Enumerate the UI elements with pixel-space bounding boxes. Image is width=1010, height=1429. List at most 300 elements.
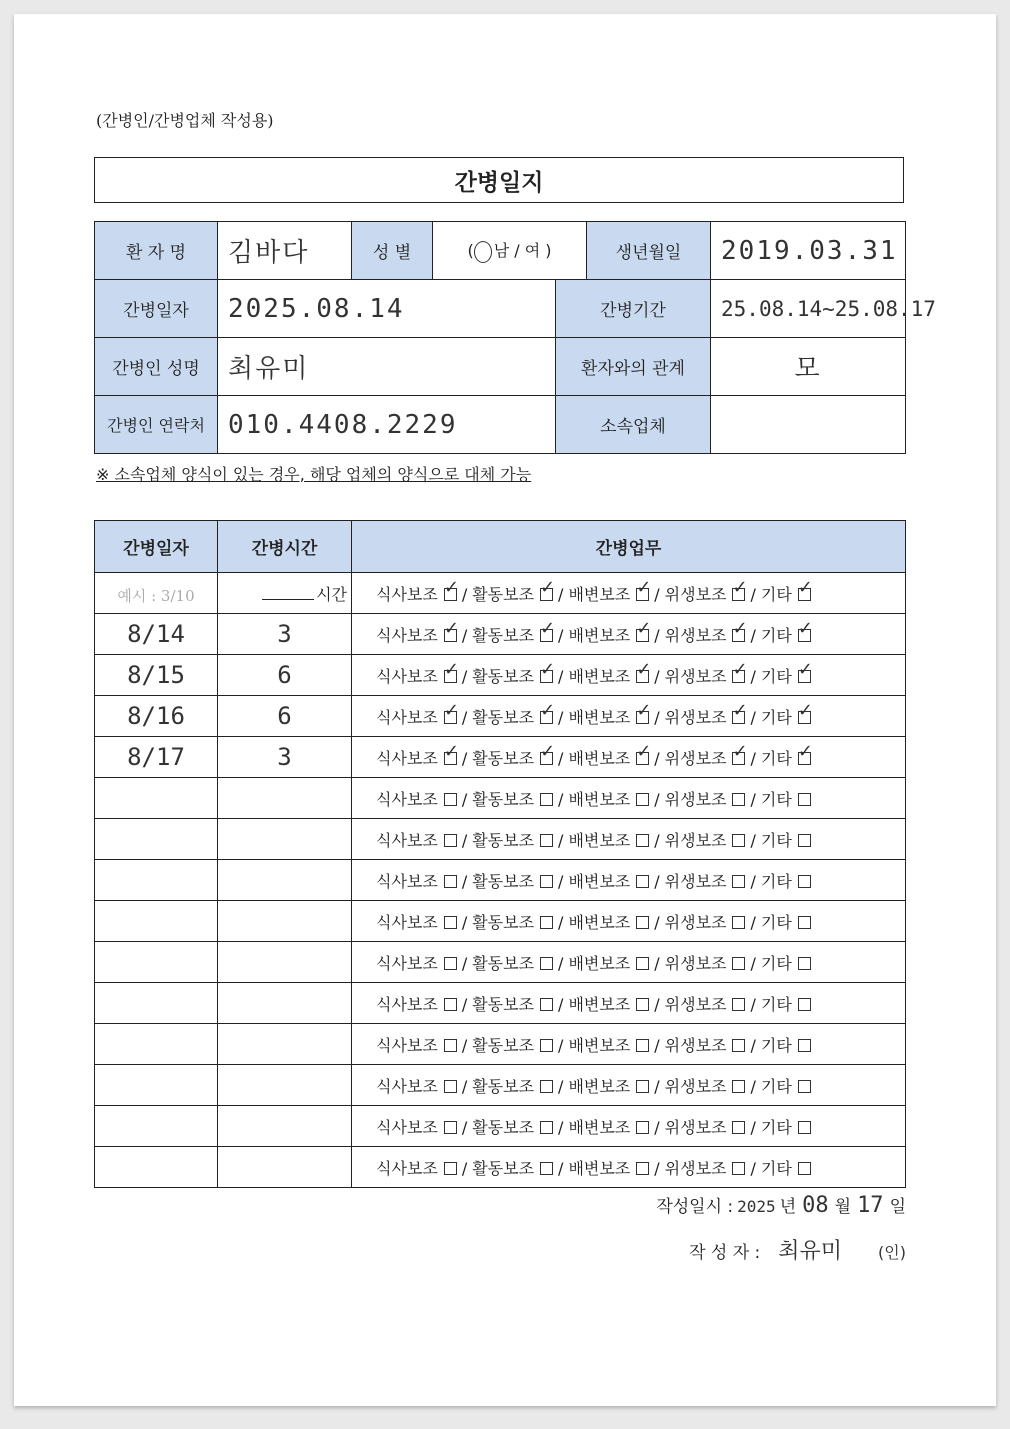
checkbox[interactable] bbox=[444, 998, 457, 1011]
care-hours-cell[interactable] bbox=[218, 942, 352, 983]
checked-checkbox[interactable] bbox=[732, 711, 745, 724]
duty-option[interactable] bbox=[376, 992, 457, 1015]
birthdate-label: 생년월일 bbox=[587, 222, 711, 280]
duty-option[interactable] bbox=[761, 746, 811, 769]
table-row bbox=[95, 573, 906, 614]
care-hours-cell[interactable] bbox=[218, 983, 352, 1024]
care-date-cell[interactable] bbox=[95, 1065, 218, 1106]
checked-checkbox[interactable] bbox=[732, 670, 745, 683]
patient-name-label: 환 자 명 bbox=[95, 222, 218, 280]
duty-label: 위생보조 bbox=[664, 789, 727, 809]
care-date-cell[interactable]: 8/15 bbox=[95, 655, 218, 696]
header-care-hours: 간병시간 bbox=[218, 521, 352, 573]
agency-value[interactable] bbox=[711, 396, 906, 454]
duty-option[interactable] bbox=[761, 951, 811, 974]
duties-cell bbox=[352, 901, 906, 942]
duty-label: 식사보조 bbox=[376, 1158, 438, 1178]
duty-option[interactable] bbox=[665, 664, 746, 687]
separator: / bbox=[558, 994, 564, 1014]
checked-checkbox[interactable] bbox=[636, 670, 649, 683]
duty-label: 식사보조 bbox=[376, 625, 438, 645]
duty-option[interactable] bbox=[376, 1074, 457, 1097]
checked-checkbox[interactable] bbox=[798, 670, 811, 683]
separator: / bbox=[654, 707, 660, 727]
checkbox[interactable] bbox=[636, 1162, 649, 1175]
duty-option[interactable] bbox=[761, 828, 811, 851]
duty-label: 식사보조 bbox=[376, 707, 438, 727]
duty-label: 활동보조 bbox=[472, 789, 535, 809]
duty-option[interactable] bbox=[376, 869, 457, 892]
separator: / bbox=[654, 625, 660, 645]
separator: / bbox=[654, 1035, 660, 1055]
checkbox[interactable] bbox=[444, 1162, 457, 1175]
duty-option[interactable] bbox=[665, 869, 746, 892]
separator: / bbox=[461, 666, 468, 686]
care-date-cell[interactable] bbox=[95, 1024, 218, 1065]
duty-option[interactable] bbox=[472, 664, 553, 687]
separator: / bbox=[654, 584, 660, 604]
checkbox[interactable] bbox=[540, 1162, 553, 1175]
checkbox[interactable] bbox=[540, 875, 553, 888]
separator: / bbox=[461, 994, 468, 1014]
care-log-table bbox=[94, 520, 906, 1188]
duty-option[interactable] bbox=[568, 705, 649, 728]
duty-option[interactable] bbox=[761, 1156, 811, 1179]
checkbox[interactable] bbox=[636, 998, 649, 1011]
duty-option[interactable] bbox=[568, 1156, 649, 1179]
duty-option[interactable] bbox=[568, 1033, 649, 1056]
checked-checkbox[interactable] bbox=[732, 752, 745, 765]
separator: / bbox=[558, 584, 564, 604]
author-value[interactable]: 최유미 bbox=[778, 1239, 843, 1264]
duty-option[interactable] bbox=[472, 1033, 553, 1056]
example-time-cell bbox=[218, 573, 352, 614]
checked-checkbox[interactable] bbox=[636, 711, 649, 724]
duty-option[interactable] bbox=[376, 582, 457, 605]
duty-label: 기타 bbox=[760, 994, 792, 1014]
duty-option[interactable] bbox=[665, 951, 746, 974]
separator: / bbox=[558, 666, 564, 686]
care-hours-cell[interactable] bbox=[218, 901, 352, 942]
checkbox[interactable] bbox=[636, 834, 649, 847]
checkbox[interactable] bbox=[732, 1162, 745, 1175]
checked-checkbox[interactable] bbox=[540, 629, 553, 642]
table-row bbox=[95, 1024, 906, 1065]
duty-label: 활동보조 bbox=[472, 584, 535, 604]
separator: / bbox=[461, 1035, 468, 1055]
checkbox[interactable] bbox=[636, 1121, 649, 1134]
checked-checkbox[interactable] bbox=[540, 752, 553, 765]
duty-option[interactable] bbox=[376, 664, 457, 687]
duty-label: 활동보조 bbox=[472, 1117, 535, 1137]
duty-option[interactable] bbox=[568, 787, 649, 810]
duty-option[interactable] bbox=[665, 1115, 746, 1138]
duty-option[interactable] bbox=[761, 1115, 811, 1138]
duty-label: 활동보조 bbox=[472, 1076, 535, 1096]
duty-label: 식사보조 bbox=[376, 912, 438, 932]
separator: / bbox=[654, 912, 660, 932]
duty-option[interactable] bbox=[665, 828, 746, 851]
checkbox[interactable] bbox=[444, 875, 457, 888]
separator: / bbox=[750, 830, 756, 850]
care-hours-cell[interactable]: 6 bbox=[218, 655, 352, 696]
separator: / bbox=[654, 748, 660, 768]
duty-label: 배변보조 bbox=[568, 666, 631, 686]
duty-option[interactable] bbox=[472, 1156, 553, 1179]
checkbox[interactable] bbox=[540, 957, 553, 970]
care-date-cell[interactable] bbox=[95, 983, 218, 1024]
duty-option[interactable] bbox=[761, 787, 811, 810]
care-hours-cell[interactable] bbox=[218, 860, 352, 901]
checkbox[interactable] bbox=[636, 957, 649, 970]
checkbox[interactable] bbox=[798, 1162, 811, 1175]
checkbox[interactable] bbox=[798, 1121, 811, 1134]
checkbox[interactable] bbox=[732, 875, 745, 888]
author-label: 작 성 자 : bbox=[689, 1243, 761, 1263]
duty-label: 기타 bbox=[760, 584, 792, 604]
checked-checkbox[interactable] bbox=[636, 752, 649, 765]
care-date-cell[interactable] bbox=[95, 1106, 218, 1147]
duty-option[interactable] bbox=[568, 746, 649, 769]
form-note: ※ 소속업체 양식이 있는 경우, 해당 업체의 양식으로 대체 가능 bbox=[96, 465, 532, 484]
gender-selector[interactable]: ( 남 / 여 ) bbox=[433, 222, 587, 280]
care-date-cell[interactable] bbox=[95, 778, 218, 819]
duty-label: 활동보조 bbox=[472, 707, 535, 727]
duty-option[interactable] bbox=[472, 1074, 553, 1097]
duty-option[interactable] bbox=[761, 664, 811, 687]
care-hours-cell[interactable] bbox=[218, 1147, 352, 1188]
separator: / bbox=[461, 789, 468, 809]
gender-male-option[interactable]: 남 bbox=[493, 241, 510, 261]
separator: / bbox=[750, 625, 756, 645]
care-hours-cell[interactable] bbox=[218, 1106, 352, 1147]
checkbox[interactable] bbox=[636, 875, 649, 888]
duties-cell bbox=[352, 860, 906, 901]
checkbox[interactable] bbox=[540, 998, 553, 1011]
duty-option[interactable] bbox=[665, 787, 746, 810]
duty-label: 배변보조 bbox=[568, 789, 631, 809]
checkbox[interactable] bbox=[540, 1121, 553, 1134]
checkbox[interactable] bbox=[732, 1039, 745, 1052]
care-hours-cell[interactable] bbox=[218, 778, 352, 819]
duty-option[interactable] bbox=[472, 828, 553, 851]
care-hours-cell[interactable] bbox=[218, 1024, 352, 1065]
duty-option[interactable] bbox=[761, 1074, 811, 1097]
example-date-text: 예시 : 3/10 bbox=[117, 587, 195, 605]
form-subtitle: (간병인/간병업체 작성용) bbox=[96, 111, 274, 130]
care-hours-cell[interactable]: 3 bbox=[218, 737, 352, 778]
duty-option[interactable] bbox=[568, 623, 649, 646]
checkbox[interactable] bbox=[636, 916, 649, 929]
duty-option[interactable] bbox=[376, 910, 457, 933]
checkbox[interactable] bbox=[732, 1121, 745, 1134]
care-hours-cell[interactable]: 6 bbox=[218, 696, 352, 737]
duty-option[interactable] bbox=[568, 869, 649, 892]
checkbox[interactable] bbox=[444, 1039, 457, 1052]
checked-checkbox[interactable] bbox=[540, 670, 553, 683]
duty-option[interactable] bbox=[761, 992, 811, 1015]
duty-option[interactable] bbox=[665, 623, 746, 646]
duty-option[interactable] bbox=[665, 705, 746, 728]
relation-value[interactable]: 모 bbox=[711, 338, 906, 396]
duty-option[interactable] bbox=[761, 910, 811, 933]
gender-female-option[interactable]: 여 bbox=[524, 241, 541, 261]
separator: / bbox=[654, 994, 660, 1014]
care-hours-cell[interactable] bbox=[218, 819, 352, 860]
separator: / bbox=[558, 1158, 564, 1178]
table-row bbox=[95, 655, 906, 696]
separator: / bbox=[558, 625, 564, 645]
checkbox[interactable] bbox=[798, 834, 811, 847]
checkbox[interactable] bbox=[798, 916, 811, 929]
checked-checkbox[interactable] bbox=[732, 588, 745, 601]
checked-checkbox[interactable] bbox=[444, 670, 457, 683]
separator: / bbox=[558, 830, 564, 850]
duties-cell bbox=[352, 737, 906, 778]
duty-label: 배변보조 bbox=[568, 1076, 631, 1096]
separator: / bbox=[558, 1076, 564, 1096]
care-hours-cell[interactable] bbox=[218, 1065, 352, 1106]
duties-cell bbox=[352, 1024, 906, 1065]
separator: / bbox=[654, 871, 660, 891]
duty-option[interactable] bbox=[665, 910, 746, 933]
checked-checkbox[interactable] bbox=[798, 752, 811, 765]
checkbox[interactable] bbox=[540, 834, 553, 847]
caregiver-name-value[interactable]: 최유미 bbox=[218, 338, 556, 396]
care-date-cell[interactable] bbox=[95, 1147, 218, 1188]
checkbox[interactable] bbox=[732, 1080, 745, 1093]
duty-label: 배변보조 bbox=[568, 1035, 631, 1055]
care-period-value[interactable]: 25.08.14~25.08.17 bbox=[711, 280, 906, 338]
header-care-duties: 간병업무 bbox=[352, 521, 906, 573]
blank-line bbox=[262, 599, 314, 600]
separator: / bbox=[461, 1117, 468, 1137]
duty-option[interactable] bbox=[568, 992, 649, 1015]
duty-option[interactable] bbox=[376, 705, 457, 728]
duty-label: 기타 bbox=[760, 666, 792, 686]
checkbox[interactable] bbox=[798, 998, 811, 1011]
checked-checkbox[interactable] bbox=[798, 711, 811, 724]
duty-option[interactable] bbox=[472, 869, 553, 892]
duty-label: 배변보조 bbox=[568, 871, 631, 891]
duty-option[interactable] bbox=[568, 582, 649, 605]
checkbox[interactable] bbox=[798, 793, 811, 806]
duty-option[interactable] bbox=[376, 1033, 457, 1056]
written-year[interactable]: 2025 bbox=[737, 1197, 776, 1216]
duty-option[interactable] bbox=[665, 1074, 746, 1097]
separator: / bbox=[461, 830, 468, 850]
duty-label: 활동보조 bbox=[472, 830, 535, 850]
seal-mark[interactable]: (인) bbox=[878, 1243, 906, 1262]
duty-option[interactable] bbox=[376, 787, 457, 810]
checkbox[interactable] bbox=[540, 916, 553, 929]
separator: / bbox=[461, 871, 468, 891]
separator: / bbox=[654, 1076, 660, 1096]
duty-option[interactable] bbox=[472, 582, 553, 605]
checked-checkbox[interactable] bbox=[732, 629, 745, 642]
checkbox[interactable] bbox=[444, 957, 457, 970]
care-date-cell[interactable]: 8/16 bbox=[95, 696, 218, 737]
duty-option[interactable] bbox=[568, 951, 649, 974]
checkbox[interactable] bbox=[540, 1039, 553, 1052]
checkbox[interactable] bbox=[444, 1121, 457, 1134]
duty-option[interactable] bbox=[568, 1074, 649, 1097]
separator: / bbox=[558, 1117, 564, 1137]
checked-checkbox[interactable] bbox=[444, 588, 457, 601]
checkbox[interactable] bbox=[444, 834, 457, 847]
duty-option[interactable] bbox=[665, 746, 746, 769]
duty-option[interactable] bbox=[376, 623, 457, 646]
duty-option[interactable] bbox=[568, 828, 649, 851]
checkbox[interactable] bbox=[444, 916, 457, 929]
duty-option[interactable] bbox=[761, 623, 811, 646]
checkbox[interactable] bbox=[732, 998, 745, 1011]
separator: / bbox=[558, 953, 564, 973]
day-unit: 일 bbox=[889, 1197, 906, 1217]
checked-checkbox[interactable] bbox=[444, 752, 457, 765]
checked-checkbox[interactable] bbox=[798, 629, 811, 642]
checkbox[interactable] bbox=[540, 1080, 553, 1093]
checkbox[interactable] bbox=[798, 957, 811, 970]
care-date-value[interactable]: 2025.08.14 bbox=[218, 280, 556, 338]
duty-option[interactable] bbox=[472, 910, 553, 933]
table-row bbox=[95, 1147, 906, 1188]
separator: / bbox=[750, 707, 756, 727]
duty-option[interactable] bbox=[472, 746, 553, 769]
duties-cell bbox=[352, 983, 906, 1024]
checkbox[interactable] bbox=[732, 834, 745, 847]
duty-option[interactable] bbox=[761, 582, 811, 605]
checked-checkbox[interactable] bbox=[798, 588, 811, 601]
checkbox[interactable] bbox=[732, 916, 745, 929]
care-hours-cell[interactable]: 3 bbox=[218, 614, 352, 655]
checkbox[interactable] bbox=[732, 793, 745, 806]
duty-label: 위생보조 bbox=[664, 666, 727, 686]
checkbox[interactable] bbox=[444, 1080, 457, 1093]
gender-selected-mark bbox=[474, 241, 492, 263]
duty-option[interactable] bbox=[761, 1033, 811, 1056]
separator: / bbox=[461, 912, 468, 932]
duty-option[interactable] bbox=[472, 705, 553, 728]
checkbox[interactable] bbox=[636, 793, 649, 806]
checkbox[interactable] bbox=[540, 793, 553, 806]
duty-label: 배변보조 bbox=[568, 1158, 631, 1178]
duty-label: 식사보조 bbox=[376, 1117, 438, 1137]
duty-option[interactable] bbox=[665, 1033, 746, 1056]
duty-option[interactable] bbox=[665, 582, 746, 605]
care-date-cell[interactable] bbox=[95, 819, 218, 860]
care-date-cell[interactable]: 8/14 bbox=[95, 614, 218, 655]
separator: / bbox=[750, 1158, 756, 1178]
care-date-cell[interactable]: 8/17 bbox=[95, 737, 218, 778]
year-unit: 년 bbox=[779, 1197, 797, 1217]
duty-option[interactable] bbox=[568, 910, 649, 933]
birthdate-value[interactable]: 2019.03.31 bbox=[711, 222, 906, 280]
duty-label: 활동보조 bbox=[472, 625, 535, 645]
checked-checkbox[interactable] bbox=[540, 711, 553, 724]
checked-checkbox[interactable] bbox=[636, 588, 649, 601]
duty-label: 기타 bbox=[760, 707, 792, 727]
separator: / bbox=[750, 1035, 756, 1055]
duty-label: 식사보조 bbox=[376, 871, 438, 891]
duty-option[interactable] bbox=[665, 992, 746, 1015]
duty-label: 기타 bbox=[760, 1076, 792, 1096]
checked-checkbox[interactable] bbox=[540, 588, 553, 601]
checkbox[interactable] bbox=[444, 793, 457, 806]
checkbox[interactable] bbox=[798, 1080, 811, 1093]
header-care-date: 간병일자 bbox=[95, 521, 218, 573]
checkbox[interactable] bbox=[798, 1039, 811, 1052]
written-date-label: 작성일시 : bbox=[656, 1197, 734, 1217]
duties-cell bbox=[352, 1147, 906, 1188]
duty-option[interactable] bbox=[568, 664, 649, 687]
separator: / bbox=[654, 1117, 660, 1137]
duty-option[interactable] bbox=[472, 1115, 553, 1138]
duty-label: 위생보조 bbox=[664, 912, 727, 932]
checkbox[interactable] bbox=[636, 1080, 649, 1093]
duty-option[interactable] bbox=[376, 1156, 457, 1179]
separator: / bbox=[558, 789, 564, 809]
separator: / bbox=[558, 707, 564, 727]
written-day[interactable]: 17 bbox=[857, 1193, 884, 1218]
duty-option[interactable] bbox=[472, 787, 553, 810]
checkbox[interactable] bbox=[798, 875, 811, 888]
duty-option[interactable] bbox=[761, 705, 811, 728]
duty-option[interactable] bbox=[472, 623, 553, 646]
duty-label: 위생보조 bbox=[664, 707, 727, 727]
duty-option[interactable] bbox=[376, 1115, 457, 1138]
duties-cell bbox=[352, 819, 906, 860]
duty-label: 활동보조 bbox=[472, 953, 535, 973]
duty-option[interactable] bbox=[376, 951, 457, 974]
duty-option[interactable] bbox=[761, 869, 811, 892]
separator: / bbox=[461, 1158, 468, 1178]
caregiver-name-label: 간병인 성명 bbox=[95, 338, 218, 396]
duty-label: 기타 bbox=[760, 830, 792, 850]
care-date-cell[interactable] bbox=[95, 942, 218, 983]
table-row bbox=[95, 737, 906, 778]
patient-name-value[interactable]: 김바다 bbox=[218, 222, 352, 280]
duty-label: 배변보조 bbox=[568, 748, 631, 768]
checked-checkbox[interactable] bbox=[444, 629, 457, 642]
duty-option[interactable] bbox=[472, 951, 553, 974]
duty-option[interactable] bbox=[665, 1156, 746, 1179]
caregiver-contact-value[interactable]: 010.4408.2229 bbox=[218, 396, 556, 454]
written-month[interactable]: 08 bbox=[802, 1193, 829, 1218]
checkbox[interactable] bbox=[636, 1039, 649, 1052]
duty-option[interactable] bbox=[472, 992, 553, 1015]
table-row bbox=[95, 942, 906, 983]
duty-label: 배변보조 bbox=[568, 953, 631, 973]
table-row bbox=[95, 778, 906, 819]
care-date-cell[interactable] bbox=[95, 901, 218, 942]
separator: / bbox=[461, 748, 468, 768]
duty-label: 위생보조 bbox=[664, 830, 727, 850]
separator: / bbox=[654, 953, 660, 973]
checked-checkbox[interactable] bbox=[444, 711, 457, 724]
duty-option[interactable] bbox=[376, 828, 457, 851]
duty-label: 위생보조 bbox=[664, 584, 727, 604]
duty-option[interactable] bbox=[568, 1115, 649, 1138]
duties-cell bbox=[352, 1065, 906, 1106]
care-date-cell[interactable] bbox=[95, 860, 218, 901]
duty-label: 배변보조 bbox=[568, 707, 631, 727]
duty-label: 위생보조 bbox=[664, 1035, 727, 1055]
separator: / bbox=[654, 666, 660, 686]
duty-option[interactable] bbox=[376, 746, 457, 769]
checkbox[interactable] bbox=[732, 957, 745, 970]
checked-checkbox[interactable] bbox=[636, 629, 649, 642]
